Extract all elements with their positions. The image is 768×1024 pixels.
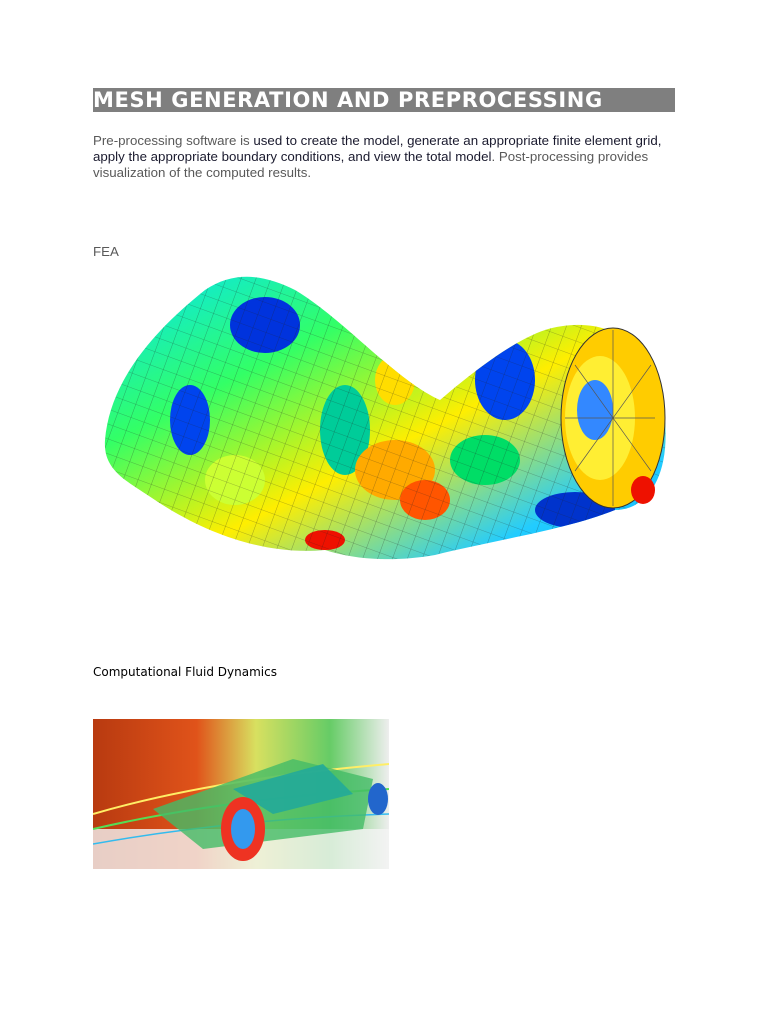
intro-part-1: Pre-processing software is — [93, 133, 254, 148]
intro-part-3: . Post-processing provides visualization of the computed results. — [93, 149, 649, 180]
page-title: MESH GENERATION AND PREPROCESSING — [93, 88, 603, 112]
intro-paragraph — [93, 133, 683, 181]
cfd-car-figure — [93, 719, 389, 869]
cfd-label: Computational Fluid Dynamics — [93, 665, 277, 679]
intro-part-2: used to create the model, generate an appropriate finite element grid, apply the appropriate boundary conditions, and view the total model — [93, 133, 662, 164]
fea-label: FEA — [93, 244, 119, 259]
fea-mesh-figure — [95, 270, 680, 570]
